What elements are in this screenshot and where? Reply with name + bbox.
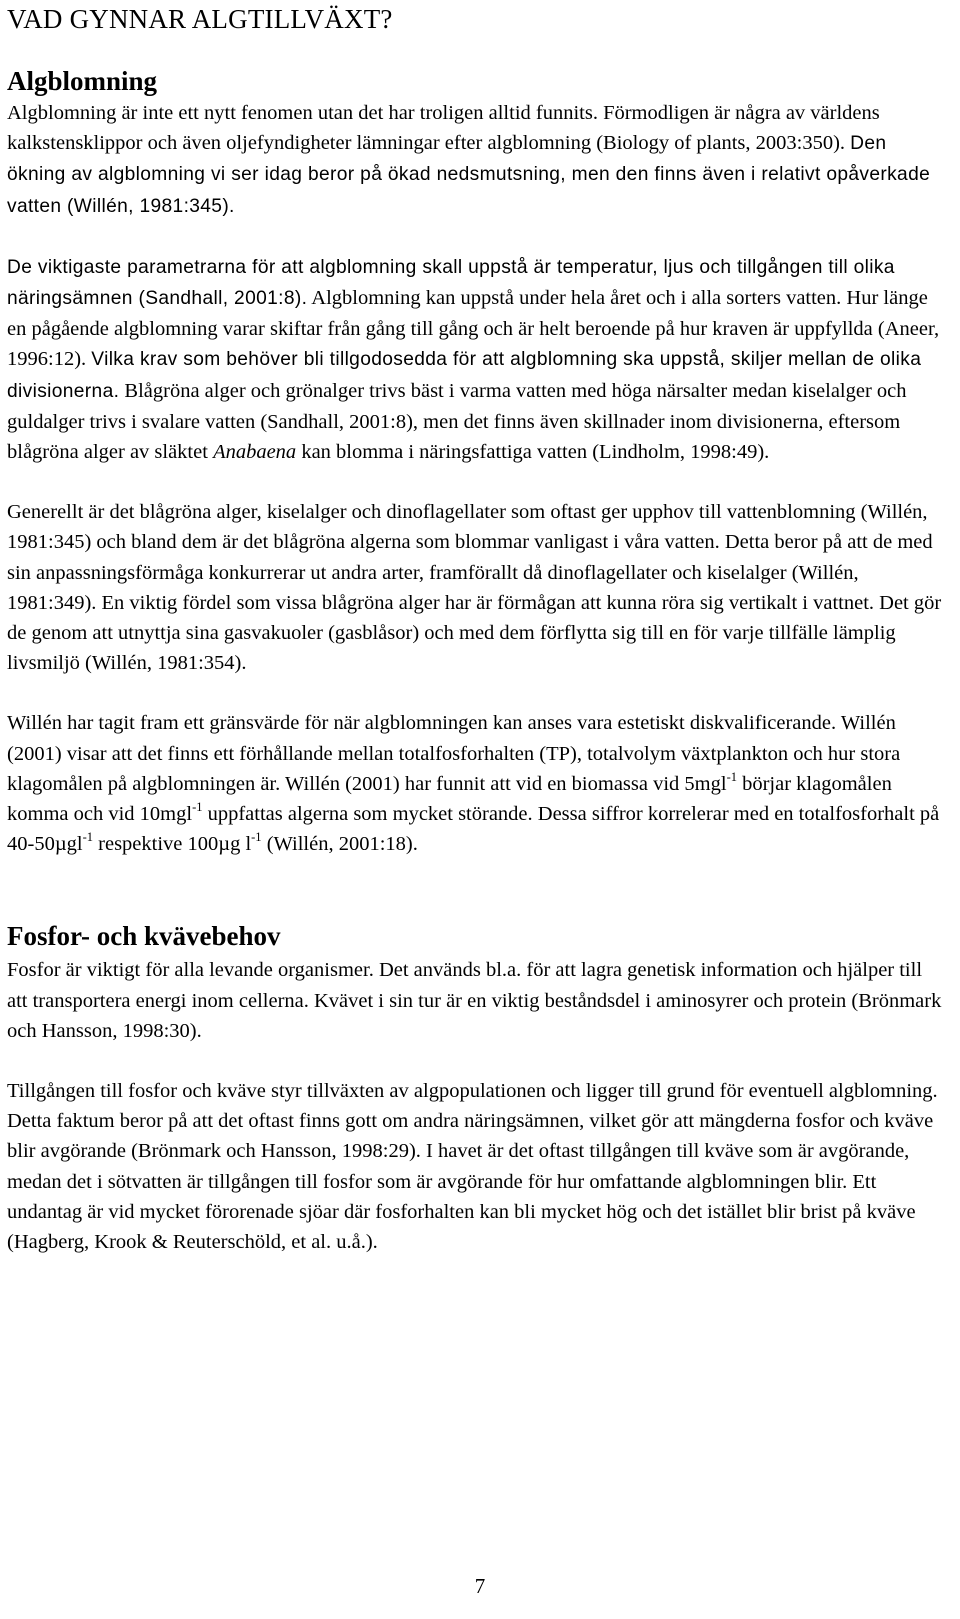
paragraph-1 xyxy=(7,98,942,222)
superscript: -1 xyxy=(726,769,737,784)
superscript: -1 xyxy=(192,800,203,815)
paragraph-4-text-a: Willén har tagit fram ett gränsvärde för när algblomningen kan anses vara estetiskt diskvalificerande. Willén (2001) visar att det finns ett förhållande mellan totalfosforhalten (TP), totalvolym växtplankton och hur stora klagomålen på algblomningen är. Willén (2001) har funnit att vid en biomassa vid 5mgl xyxy=(7,712,906,795)
document-page xyxy=(7,2,947,1257)
paragraph-2-text-d: Vilka krav som behöver bli tillgodosedda för att algblomning ska uppstå, skiljer mellan de olika divisionerna. xyxy=(7,349,927,402)
section-heading-fosfor: Fosfor- och kvävebehov xyxy=(7,921,281,952)
paragraph-2-text-c: Hur länge en pågående algblomning varar skiftar från gång till gång och är helt beroende på hur kraven är uppfyllda (Aneer, 1996:12). xyxy=(7,287,945,371)
page-number: 7 xyxy=(474,1574,486,1598)
paragraph-2-text-b: Algblomning kan uppstå under hela året och i alla sorters vatten. xyxy=(311,287,842,310)
paragraph-1-text-a: Algblomning är inte ett nytt fenomen utan det har troligen alltid funnits. Förmodligen är några av världens kalkstensklippor och även oljefyndigheter lämningar efter algblomning (Biology of plants, 2003:350). xyxy=(7,102,885,155)
paragraph-4-text-e: (Willén, 2001:18). xyxy=(261,833,418,856)
paragraph-3-text-c: En viktig fördel som vissa blågröna alger har är förmågan att kunna röra sig vertikalt i vattnet. xyxy=(101,591,875,614)
paragraph-4 xyxy=(7,708,945,859)
paragraph-5: Fosfor är viktigt för alla levande organismer. Det används bl.a. för att lagra genetisk information och hjälper till att transportera energi inom cellerna. Kvävet i sin tur är en viktig beståndsdel i aminosyrer och protein (Brönmark och Hansson, 1998:30). xyxy=(7,959,942,1042)
paragraph-2-text-f: kan blomma i näringsfattiga vatten (Lindholm, 1998:49). xyxy=(301,441,770,464)
paragraph-3 xyxy=(7,497,947,678)
paragraph-2 xyxy=(7,252,945,467)
paragraph-6: Tillgången till fosfor och kväve styr tillväxten av algpopulationen och ligger till grund för eventuell algblomning. Detta faktum beror på att det oftast finns gott om andra näringsämnen, vilket gör att mängderna fosfor och kväve blir avgörande (Brönmark och Hansson, 1998:29). I havet är det oftast tillgången till kväve som är avgörande, medan det i sötvatten är tillgången till fosfor som är avgörande för hur omfattande algblomningen blir. Ett undantag är vid mycket förorenade sjöar där fosforhalten kan bli mycket hög och det istället blir brist på kväve (Hagberg, Krook & Reuterschöld, et al. u.å.). xyxy=(7,1080,938,1254)
paragraph-1-text-b: Den ökning av algblomning vi ser idag beror på ökad nedsmutsning, men den finns även i relativt opåverkade vatten (Willén, 1981:345). xyxy=(7,133,936,217)
paragraph-3-text-a: Generellt är det blågröna alger, kiselalger och dinoflagellater som oftast ger upphov till vattenblomning (Willén, 1981:345) och bland dem är det blågröna algerna som blommar vanligast i våra vatten. xyxy=(7,501,933,554)
genus-name: Anabaena xyxy=(213,441,297,464)
paragraph-4-text-d: respektive 100µg l xyxy=(93,833,252,856)
paragraph-2-text-e: Blågröna alger och grönalger trivs bäst i varma vatten med höga närsalter medan kiselalger och guldalger trivs i svalare vatten (Sandhall, 2001:8), men det finns även skillnader inom divisionerna, eftersom blågröna alger av släktet xyxy=(7,379,912,464)
superscript: -1 xyxy=(82,830,94,845)
page-title: VAD GYNNAR ALGTILLVÄXT? xyxy=(7,4,393,34)
paragraph-3-text-d: Det gör de genom att utnyttja sina gasvakuoler (gasblåsor) och med dem förflytta sig till en för varje tillfälle lämplig livsmiljö (Willén, 1981:354). xyxy=(7,591,947,675)
paragraph-2-text-a: De viktigaste parametrarna för att algblomning skall uppstå är temperatur, ljus och tillgången till olika näringsämnen (Sandhall, 2001:8). xyxy=(7,256,901,310)
paragraph-3-text-b: Detta beror på att de med sin anpassningsförmåga konkurrerar ut andra arter, framförallt då dinoflagellater och kiselalger (Willén, 1981:349). xyxy=(7,531,938,614)
paragraph-4-text-c: uppfattas algerna som mycket störande. Dessa siffror korrelerar med en totalfosforhalt på 40-50µgl xyxy=(7,803,945,856)
section-heading-algblomning: Algblomning xyxy=(7,66,158,96)
superscript: -1 xyxy=(251,830,262,845)
paragraph-4-text-b: börjar klagomålen komma och vid 10mgl xyxy=(7,772,897,826)
